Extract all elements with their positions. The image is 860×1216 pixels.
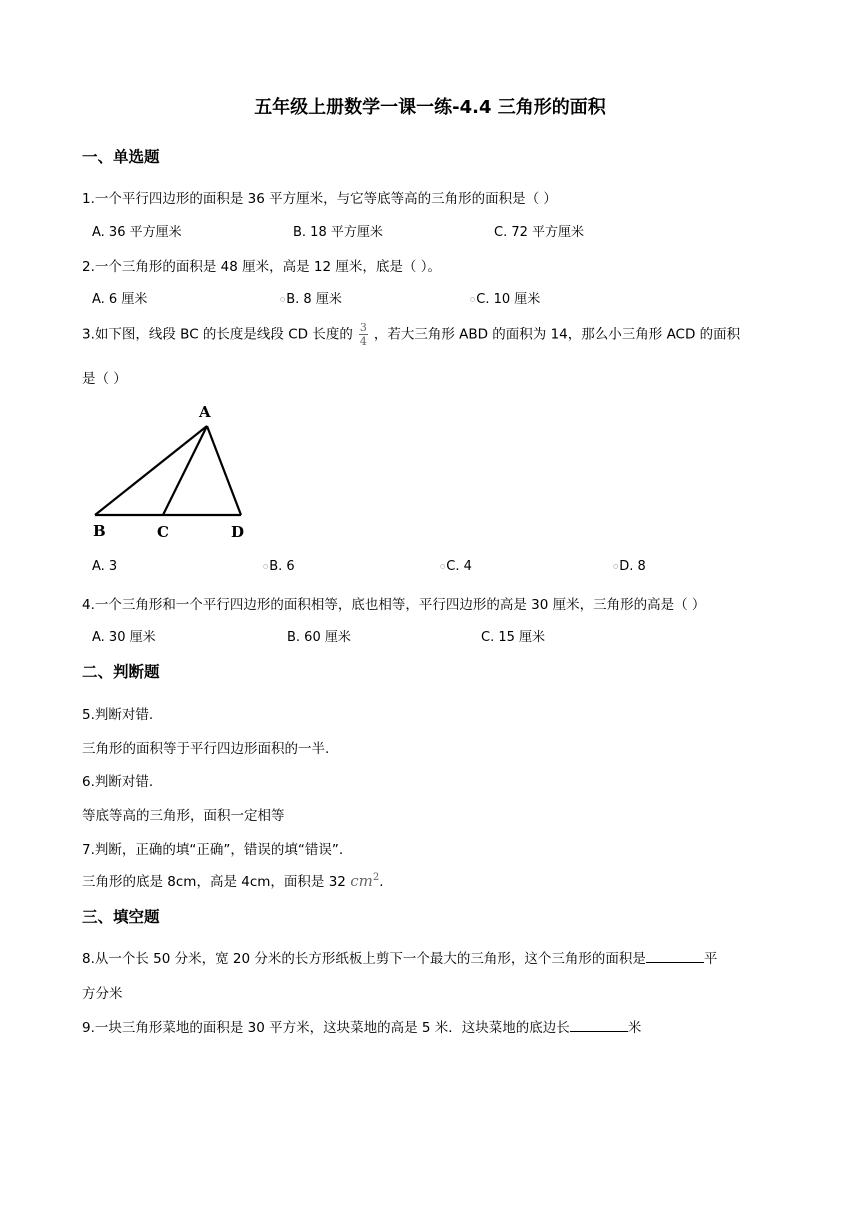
bullet-dot-icon: ○ (613, 563, 619, 570)
bullet-dot-icon: ○ (470, 296, 476, 303)
question-2-option-a: A. 6 厘米 (92, 292, 148, 307)
unit-exponent: 2 (372, 872, 380, 883)
question-6-statement: 等底等高的三角形，面积一定相等 (82, 808, 285, 824)
question-3-option-b-wrap (263, 559, 295, 574)
question-9-text (82, 1016, 641, 1036)
question-3-option-b: B. 6 (269, 559, 295, 574)
question-8-text-after: 平 (703, 951, 718, 967)
question-7-text: 7.判断，正确的填“正确”，错误的填“错误”. (82, 842, 344, 858)
answer-blank[interactable] (570, 1018, 628, 1032)
question-3-text-before: 3.如下图，线段 BC 的长度是线段 CD 长度的 (82, 326, 353, 343)
question-4-option-b: B. 60 厘米 (287, 630, 351, 645)
question-3-text-after: ，若大三角形 ABD 的面积为 14，那么小三角形 ACD 的面积 (373, 326, 741, 343)
question-2-option-b-wrap (280, 288, 342, 307)
bullet-dot-icon: ○ (280, 296, 286, 303)
question-9-text-after: 米 (627, 1020, 642, 1036)
question-2-option-b: B. 8 厘米 (286, 292, 342, 307)
question-4-text: 4.一个三角形和一个平行四边形的面积相等，底也相等，平行四边形的高是 30 厘米，三角形的高是（ ） (82, 597, 706, 613)
vertex-label-d: D (231, 523, 245, 541)
fraction-denominator: 4 (359, 335, 367, 348)
question-3-option-d-wrap (613, 559, 646, 574)
vertex-label-b: B (93, 522, 106, 540)
unit-square-centimeter (350, 872, 379, 890)
page-title: 五年级上册数学一课一练-4.4 三角形的面积 (254, 97, 606, 118)
question-3-text (82, 322, 740, 347)
vertex-label-a: A (199, 403, 211, 421)
segment-ab (95, 426, 207, 515)
section-heading-fill-blank: 三、填空题 (82, 908, 160, 926)
question-4-option-c: C. 15 厘米 (481, 630, 546, 645)
question-1-option-c: C. 72 平方厘米 (494, 225, 585, 240)
question-2-option-c: C. 10 厘米 (476, 292, 541, 307)
fraction-three-quarters (359, 322, 368, 347)
vertex-label-c: C (157, 523, 169, 541)
unit-text: cm (350, 872, 373, 890)
question-3-option-c-wrap (440, 559, 472, 574)
question-3-text-line2: 是（ ） (82, 371, 127, 387)
question-1-option-a: A. 36 平方厘米 (92, 225, 182, 240)
question-3-option-a: A. 3 (92, 559, 118, 574)
fraction-numerator: 3 (359, 321, 367, 334)
question-7-statement-after: . (379, 874, 384, 890)
segment-ad (207, 426, 241, 515)
triangle-figure (86, 398, 261, 543)
question-5-statement: 三角形的面积等于平行四边形面积的一半. (82, 741, 330, 757)
question-1-text: 1.一个平行四边形的面积是 36 平方厘米，与它等底等高的三角形的面积是（ ） (82, 191, 557, 207)
segment-ac (163, 426, 207, 515)
question-9-text-before: 9.一块三角形菜地的面积是 30 平方米，这块菜地的高是 5 米．这块菜地的底边长 (82, 1020, 570, 1036)
bullet-dot-icon: ○ (263, 563, 269, 570)
question-8-text-before: 8.从一个长 50 分米，宽 20 分米的长方形纸板上剪下一个最大的三角形，这个三角形的面积是 (82, 951, 646, 967)
question-2-option-c-wrap (470, 288, 540, 307)
question-3-option-c: C. 4 (446, 559, 472, 574)
section-heading-single-choice: 一、单选题 (82, 148, 160, 166)
question-7-statement-before: 三角形的底是 8cm，高是 4cm，面积是 32 (82, 874, 346, 890)
bullet-dot-icon: ○ (440, 563, 446, 570)
question-2-text: 2.一个三角形的面积是 48 厘米，高是 12 厘米，底是（ ）。 (82, 259, 441, 275)
question-6-text: 6.判断对错. (82, 774, 154, 790)
section-heading-true-false: 二、判断题 (82, 663, 160, 681)
question-3-option-d: D. 8 (619, 559, 646, 574)
question-5-text: 5.判断对错. (82, 707, 154, 723)
question-4-option-a: A. 30 厘米 (92, 630, 156, 645)
question-8-text (82, 947, 717, 967)
answer-blank[interactable] (646, 949, 704, 963)
question-8-text-line2: 方分米 (82, 986, 123, 1002)
question-1-option-b: B. 18 平方厘米 (293, 225, 383, 240)
question-7-statement (82, 870, 383, 890)
